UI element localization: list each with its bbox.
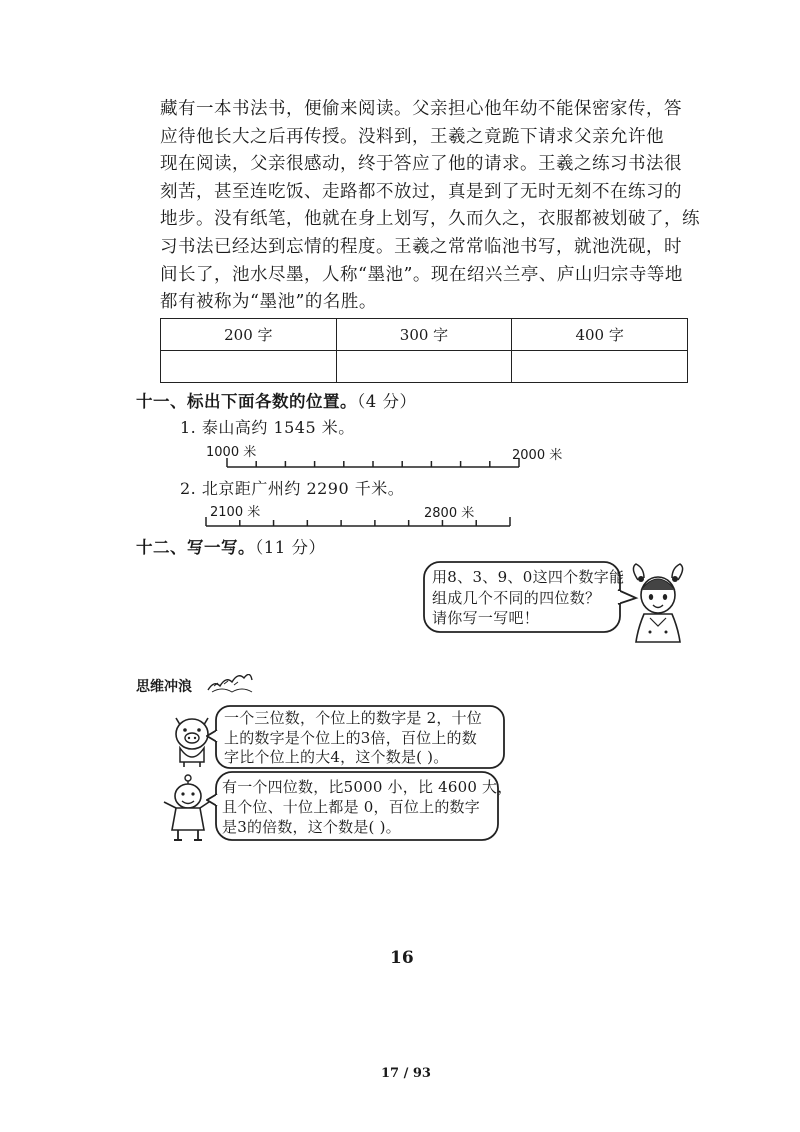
section-12-score: （11 分）	[255, 538, 326, 557]
challenge-question-1	[224, 709, 482, 768]
girl-illustration	[628, 562, 688, 644]
challenge-q1-line: 上的数字是个位上的3倍，百位上的数	[224, 728, 477, 747]
passage-line: 间长了，池水尽墨，人称“墨池”。现在绍兴兰亭、庐山归宗寺等地	[160, 264, 683, 285]
number-line-1[interactable]	[225, 456, 525, 470]
word-count-header: 300 字	[336, 319, 512, 351]
number-line-2-left-label: 2100 米	[210, 505, 261, 520]
challenge-title: 思维冲浪	[136, 679, 192, 695]
challenge-q2-line: 有一个四位数，比5000 小，比 4600 大，	[222, 778, 513, 796]
section-11-title: 十一、标出下面各数的位置。	[136, 392, 357, 411]
passage-line: 现在阅读，父亲很感动，终于答应了他的请求。王羲之练习书法很	[160, 154, 682, 175]
word-count-answer-cell[interactable]	[336, 351, 512, 383]
number-line-2-right-label: 2800 米	[424, 506, 475, 521]
section-11-heading	[136, 388, 417, 412]
passage-line: 都有被称为“墨池”的名胜。	[160, 292, 377, 313]
challenge-q2-line: 且个位、十位上都是 0，百位上的数字	[222, 798, 480, 816]
word-count-answer-cell[interactable]	[512, 351, 688, 383]
word-count-table	[160, 318, 688, 383]
passage-line: 藏有一本书法书，便偷来阅读。父亲担心他年幼不能保密家传，答	[160, 99, 682, 119]
passage-line: 习书法已经达到忘情的程度。王羲之常常临池书写，就池洗砚，时	[160, 236, 682, 257]
page-number: 16	[390, 948, 414, 968]
section-11-score: （4 分）	[357, 392, 417, 411]
word-count-answer-cell[interactable]	[161, 351, 337, 383]
challenge-q2-line: 是3的倍数，这个数是( )。	[222, 818, 401, 836]
number-line-2[interactable]	[204, 515, 516, 529]
passage	[160, 96, 700, 317]
word-count-header: 400 字	[512, 319, 688, 351]
challenge-q1-line: 一个三位数，个位上的数字是 2，十位	[224, 709, 482, 727]
number-line-1-left-label: 1000 米	[206, 445, 257, 460]
challenge-question-2	[222, 777, 512, 837]
wave-decoration-icon	[204, 674, 256, 696]
passage-line: 地步。没有纸笔，他就在身上划写，久而久之，衣服都被划破了，练	[160, 209, 700, 230]
bubble-line: 请你写一写吧！	[432, 609, 540, 627]
passage-line: 应待他长大之后再传授。没料到，王羲之竟跪下请求父亲允许他	[160, 126, 664, 147]
page-footer: 17 / 93	[381, 1066, 431, 1081]
bubble-line: 用8、3、9、0这四个数字能	[432, 568, 625, 586]
section-12-heading	[136, 534, 326, 558]
word-count-header: 200 字	[161, 319, 337, 351]
section-12-title: 十二、写一写。	[136, 538, 255, 557]
number-line-1-right-label: 2000 米	[512, 448, 563, 463]
question-11-1: 1. 泰山高约 1545 米。	[180, 418, 355, 437]
challenge-q1-line: 字比个位上的大4，这个数是( )。	[224, 748, 449, 766]
passage-line: 刻苦，甚至连吃饭、走路都不放过，真是到了无时无刻不在练习的	[160, 181, 682, 202]
speech-bubble-text	[432, 567, 624, 629]
bubble-line: 组成几个不同的四位数？	[432, 588, 601, 607]
question-11-2: 2. 北京距广州约 2290 千米。	[180, 479, 405, 498]
